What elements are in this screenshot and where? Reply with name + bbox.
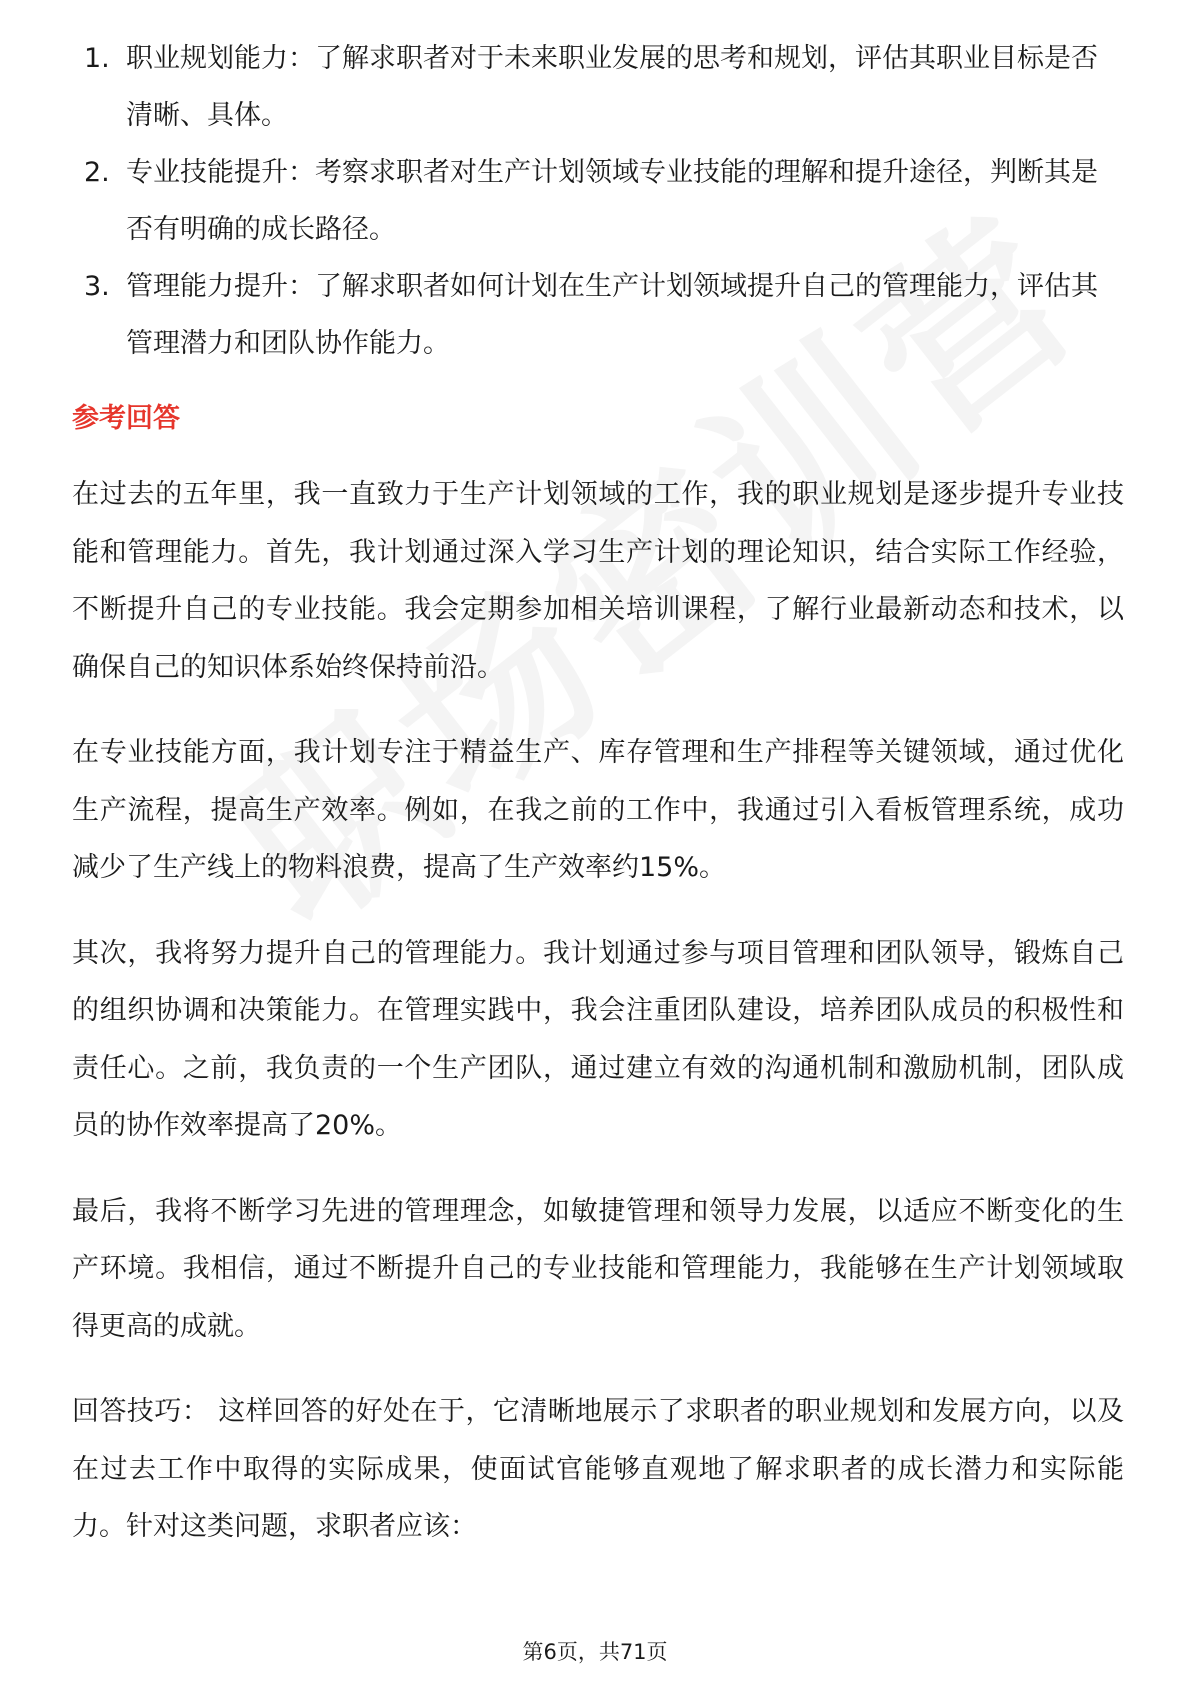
paragraph: 回答技巧： 这样回答的好处在于，它清晰地展示了求职者的职业规划和发展方向，以及在过去工作中取得的实际成果，使面试官能够直观地了解求职者的成长潜力和实际能力。针对这类问题，求职者应该： — [72, 1396, 1124, 1542]
paragraph: 在过去的五年里，我一直致力于生产计划领域的工作，我的职业规划是逐步提升专业技能和管理能力。首先，我计划通过深入学习生产计划的理论知识，结合实际工作经验，不断提升自己的专业技能。我会定期参加相关培训课程，了解行业最新动态和技术，以确保自己的知识体系始终保持前沿。 — [72, 479, 1124, 683]
list-number: 2. — [84, 157, 110, 188]
criteria-list — [72, 30, 1122, 372]
section-title: 参考回答 — [72, 403, 180, 434]
page-footer: 第6页，共71页 — [522, 1640, 668, 1664]
paragraph: 最后，我将不断学习先进的管理理念，如敏捷管理和领导力发展，以适应不断变化的生产环境。我相信，通过不断提升自己的专业技能和管理能力，我能够在生产计划领域取得更高的成就。 — [72, 1195, 1124, 1342]
list-item — [72, 144, 1122, 258]
list-text: 管理能力提升：了解求职者如何计划在生产计划领域提升自己的管理能力，评估其管理潜力和团队协作能力。 — [126, 271, 1098, 359]
list-text: 专业技能提升：考察求职者对生产计划领域专业技能的理解和提升途径，判断其是否有明确的成长路径。 — [126, 157, 1098, 245]
list-number: 1. — [84, 43, 110, 74]
list-item — [72, 258, 1122, 372]
paragraph: 其次，我将努力提升自己的管理能力。我计划通过参与项目管理和团队领导，锻炼自己的组织协调和决策能力。在管理实践中，我会注重团队建设，培养团队成员的积极性和责任心。之前，我负责的一个生产团队，通过建立有效的沟通机制和激励机制，团队成员的协作效率提高了20%。 — [72, 937, 1124, 1141]
answer-content — [72, 466, 1124, 1584]
paragraph: 在专业技能方面，我计划专注于精益生产、库存管理和生产排程等关键领域，通过优化生产流程，提高生产效率。例如，在我之前的工作中，我通过引入看板管理系统，成功减少了生产线上的物料浪费，提高了生产效率约15%。 — [72, 737, 1124, 883]
list-item — [72, 30, 1122, 144]
list-number: 3. — [84, 271, 110, 302]
list-text: 职业规划能力：了解求职者对于未来职业发展的思考和规划，评估其职业目标是否清晰、具体。 — [126, 43, 1098, 131]
